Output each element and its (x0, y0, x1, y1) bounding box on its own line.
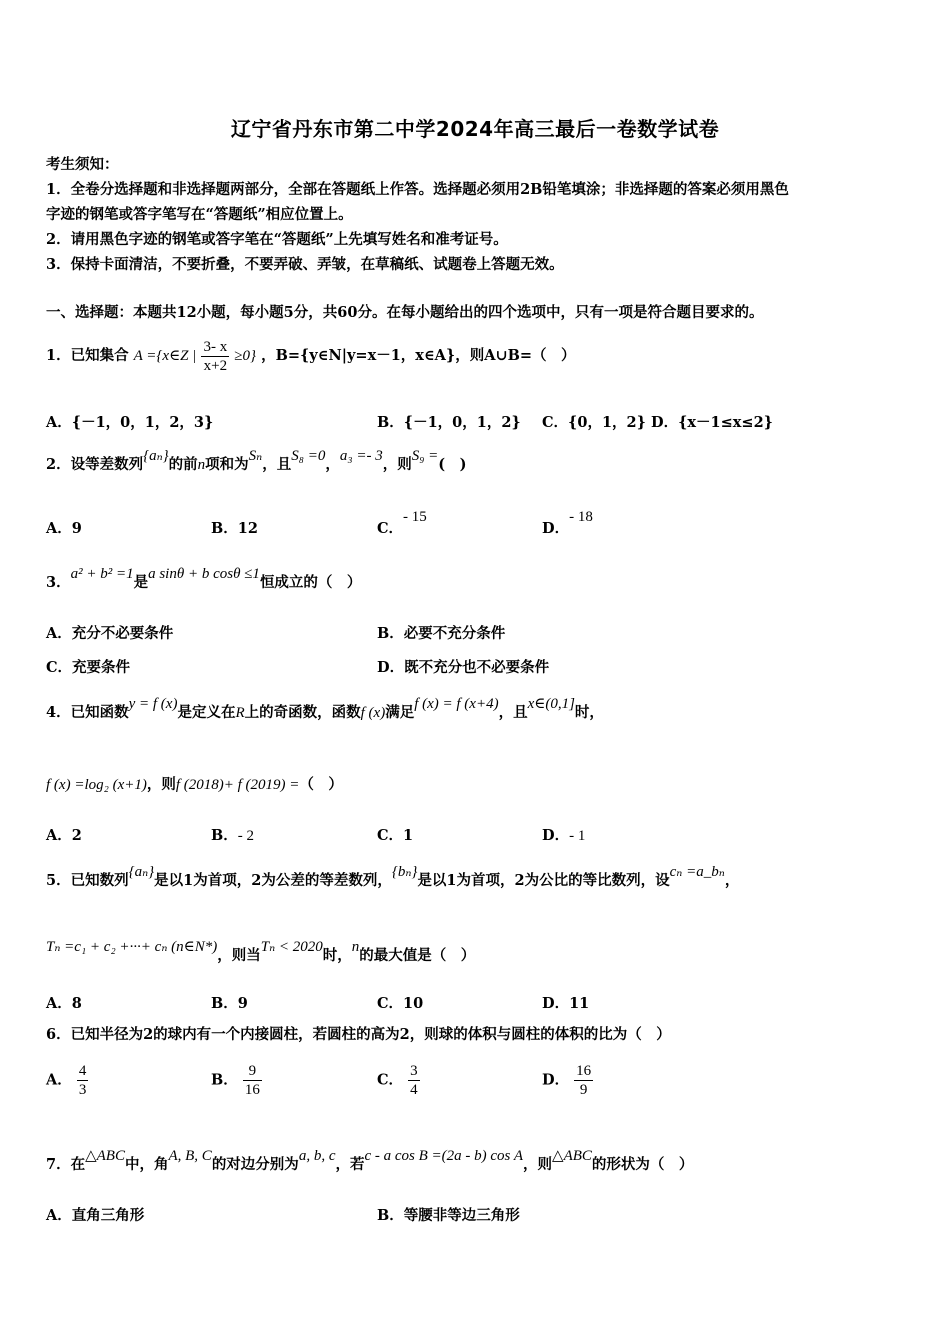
option-fraction (243, 1062, 262, 1099)
q2-prefix: 2．设等差数列 (46, 456, 144, 473)
option-value: 10 (403, 995, 424, 1012)
q3-condition: a² + b² =1 (70, 566, 134, 582)
option-value: 9 (71, 520, 82, 537)
option-label: C． (377, 1071, 404, 1089)
q7-text-3: ，若 (335, 1156, 365, 1173)
q2-s8: S₈ =0 (291, 448, 326, 464)
option-label: A． (46, 520, 72, 537)
option-fraction (574, 1062, 593, 1099)
q1-frac-den: x+2 (203, 357, 228, 374)
option-label: D． (542, 995, 570, 1012)
question-1 (46, 334, 910, 378)
q4-definition: f (x) =log₂ (x+1) (46, 777, 147, 793)
q2-text-4: ， (325, 456, 340, 473)
q4-text-1: 是定义在 (177, 704, 236, 721)
q1-option-c[interactable]: C．{0，1，2} (542, 414, 646, 431)
q5-text-1: 是以1为首项，2为公差的等差数列， (154, 872, 392, 889)
q7-sides: a, b, c (298, 1148, 336, 1164)
q1-option-d[interactable]: D．{x－1≤x≤2} (651, 414, 773, 431)
q5-option-d[interactable] (542, 992, 589, 1013)
frac-num: 3 (410, 1063, 418, 1079)
q6-option-a[interactable] (46, 1062, 88, 1099)
q7-angles: A, B, C (168, 1148, 212, 1164)
q1-set-left: A ={x∈Z | (133, 348, 197, 364)
q3-text-2: 恒成立的（ ） (259, 574, 362, 591)
notice-item-2: 2．请用黑色字迹的钢笔或答字笔在“答题纸”上先填写姓名和准考证号。 (46, 231, 508, 248)
q4-function: y = f (x) (128, 696, 178, 712)
q5-cn: cₙ =a_bₙ (669, 864, 725, 880)
q7-triangle: △ABC (85, 1148, 125, 1164)
question-7 (46, 1148, 910, 1178)
q4-text-2: 上的奇函数，函数 (244, 704, 361, 721)
q2-sequence: {aₙ} (143, 448, 169, 464)
q4-periodicity: f (x) = f (x+4) (414, 696, 499, 712)
q3-inequality: a sinθ + b cosθ ≤1 (148, 566, 260, 582)
q5-condition: Tₙ < 2020 (260, 939, 323, 955)
option-label: A． (46, 1071, 72, 1089)
q2-s9: S₉ = (411, 448, 439, 464)
question-3 (46, 566, 910, 596)
q1-prefix: 1．已知集合 (46, 347, 129, 364)
q5-text-3: ， (724, 872, 740, 889)
section-heading: 一、选择题：本题共12小题，每小题5分，共60分。在每小题给出的四个选项中，只有一项是符合题目要求的。 (46, 304, 764, 321)
option-label: B． (211, 827, 238, 844)
q3-option-b[interactable]: B．必要不充分条件 (377, 625, 506, 642)
q5-text-5: 时， (322, 947, 352, 964)
option-fraction (77, 1062, 89, 1099)
question-5-cont (46, 939, 910, 969)
q2-sn: Sₙ (248, 448, 263, 464)
q2-text-6: ( ) (438, 456, 467, 473)
question-4 (46, 696, 910, 726)
q7-text-5: 的形状为（ ） (591, 1156, 694, 1173)
q7-triangle-2: △ABC (552, 1148, 592, 1164)
q3-text-1: 是 (133, 574, 149, 591)
option-label: B． (211, 995, 238, 1012)
frac-den: 16 (244, 1082, 260, 1098)
q4-fx: f (x) (360, 705, 386, 721)
q5-option-c[interactable] (377, 992, 423, 1013)
q7-prefix: 7．在 (46, 1156, 86, 1173)
q5-text-2: 是以1为首项，2为公比的等比数列，设 (417, 872, 670, 889)
q7-text-4: ，则 (523, 1156, 553, 1173)
q7-option-a[interactable]: A．直角三角形 (46, 1207, 145, 1224)
option-value: 11 (569, 995, 590, 1012)
q1-frac-num: 3- x (203, 338, 228, 355)
q5-option-b[interactable] (211, 992, 248, 1013)
option-label: A． (46, 995, 72, 1012)
frac-den: 3 (78, 1082, 87, 1098)
q6-option-c[interactable] (377, 1062, 420, 1099)
q1-option-b[interactable]: B．{－1，0，1，2} (377, 414, 521, 431)
frac-num: 4 (78, 1063, 87, 1079)
q7-equation: c - a cos B =(2a - b) cos A (364, 1148, 524, 1164)
q3-option-d[interactable]: D．既不充分也不必要条件 (377, 659, 550, 676)
q3-prefix: 3． (46, 574, 71, 591)
q6-option-d[interactable] (542, 1062, 593, 1099)
option-value: - 18 (569, 509, 593, 525)
q5-sequence-a: {aₙ} (128, 864, 155, 880)
question-2 (46, 448, 910, 478)
q5-prefix: 5．已知数列 (46, 872, 129, 889)
q1-fraction (201, 338, 229, 375)
question-5 (46, 864, 910, 894)
q4-text-6: ，则 (146, 776, 176, 793)
q2-text-5: ，则 (382, 456, 412, 473)
q4-option-b[interactable] (211, 824, 254, 845)
question-6: 6．已知半径为2的球内有一个内接圆柱，若圆柱的高为2，则球的体积与圆柱的体积的比为（ ） (46, 1026, 671, 1043)
q4-expression: f (2018)+ f (2019) = (175, 777, 300, 793)
q2-option-c[interactable] (377, 509, 427, 538)
option-fraction (408, 1062, 420, 1099)
q4-text-4: ，且 (498, 704, 528, 721)
q1-set-right: ≥0} (234, 348, 257, 364)
option-value: - 1 (569, 828, 586, 844)
q3-option-a[interactable]: A．充分不必要条件 (46, 625, 174, 642)
q6-option-b[interactable] (211, 1062, 262, 1099)
q5-n: n (351, 939, 360, 955)
q4-text-3: 满足 (385, 704, 415, 721)
q3-option-c[interactable]: C．充要条件 (46, 659, 131, 676)
q2-text-3: ，且 (262, 456, 292, 473)
frac-num: 16 (576, 1063, 592, 1079)
q4-option-d[interactable] (542, 824, 585, 845)
q7-option-b[interactable]: B．等腰非等边三角形 (377, 1207, 520, 1224)
option-value: 2 (71, 827, 82, 844)
notice-heading: 考生须知： (46, 156, 119, 173)
q4-text-7: （ ） (299, 776, 343, 793)
option-value: - 2 (237, 828, 255, 844)
q4-text-5: 时， (574, 704, 604, 721)
q7-text-1: 中，角 (124, 1156, 169, 1173)
option-label: B． (211, 520, 238, 537)
frac-den: 9 (579, 1082, 588, 1098)
q2-text-2: 项和为 (205, 456, 249, 473)
q4-prefix: 4．已知函数 (46, 704, 129, 721)
option-label: A． (46, 827, 72, 844)
option-value: - 15 (403, 509, 427, 525)
notice-item-3: 3．保持卡面清洁，不要折叠，不要弄破、弄皱，在草稿纸、试题卷上答题无效。 (46, 256, 564, 273)
option-label: C． (377, 995, 404, 1012)
q4-option-c[interactable] (377, 824, 413, 845)
option-label: B． (211, 1071, 238, 1089)
option-label: D． (542, 1071, 570, 1089)
q5-tn: Tₙ =c₁ + c₂ +···+ cₙ (n∈N*) (46, 939, 218, 955)
q1-option-a[interactable]: A．{－1，0，1，2，3} (46, 414, 214, 431)
option-value: 1 (403, 827, 414, 844)
q4-option-a[interactable] (46, 824, 82, 845)
q5-sequence-b: {bₙ} (391, 864, 418, 880)
q5-text-4: ，则当 (217, 947, 261, 964)
frac-den: 4 (410, 1082, 418, 1098)
page-title: 辽宁省丹东市第二中学2024年高三最后一卷数学试卷 (230, 117, 720, 141)
option-value: 9 (237, 995, 248, 1012)
option-label: C． (377, 520, 404, 537)
notice-item-1a: 1．全卷分选择题和非选择题两部分，全部在答题纸上作答。选择题必须用2B铅笔填涂；非选择题的答案必须用黑色 (46, 181, 789, 198)
option-label: C． (377, 827, 404, 844)
q2-a3: a₃ =- 3 (339, 448, 383, 464)
question-4-cont (46, 772, 910, 798)
q2-text-1: 的前 (168, 456, 198, 473)
q5-option-a[interactable] (46, 992, 82, 1013)
q1-rest: ，B={y∈N|y=x－1，x∈A}，则A∪B=（ ） (261, 347, 576, 364)
q4-interval: x∈(0,1] (527, 696, 575, 712)
option-value: 8 (71, 995, 82, 1012)
q2-n: n (197, 457, 206, 473)
q4-r: R (235, 705, 245, 721)
option-value: 12 (237, 520, 258, 537)
q5-text-6: 的最大值是（ ） (359, 947, 476, 964)
q2-option-b[interactable] (211, 517, 258, 538)
option-label: D． (542, 827, 570, 844)
notice-item-1b: 字迹的钢笔或答字笔写在“答题纸”相应位置上。 (46, 206, 353, 223)
q2-option-a[interactable] (46, 517, 82, 538)
q2-option-d[interactable] (542, 509, 593, 538)
option-label: D． (542, 520, 570, 537)
frac-num: 9 (243, 1062, 262, 1081)
q7-text-2: 的对边分别为 (211, 1156, 299, 1173)
